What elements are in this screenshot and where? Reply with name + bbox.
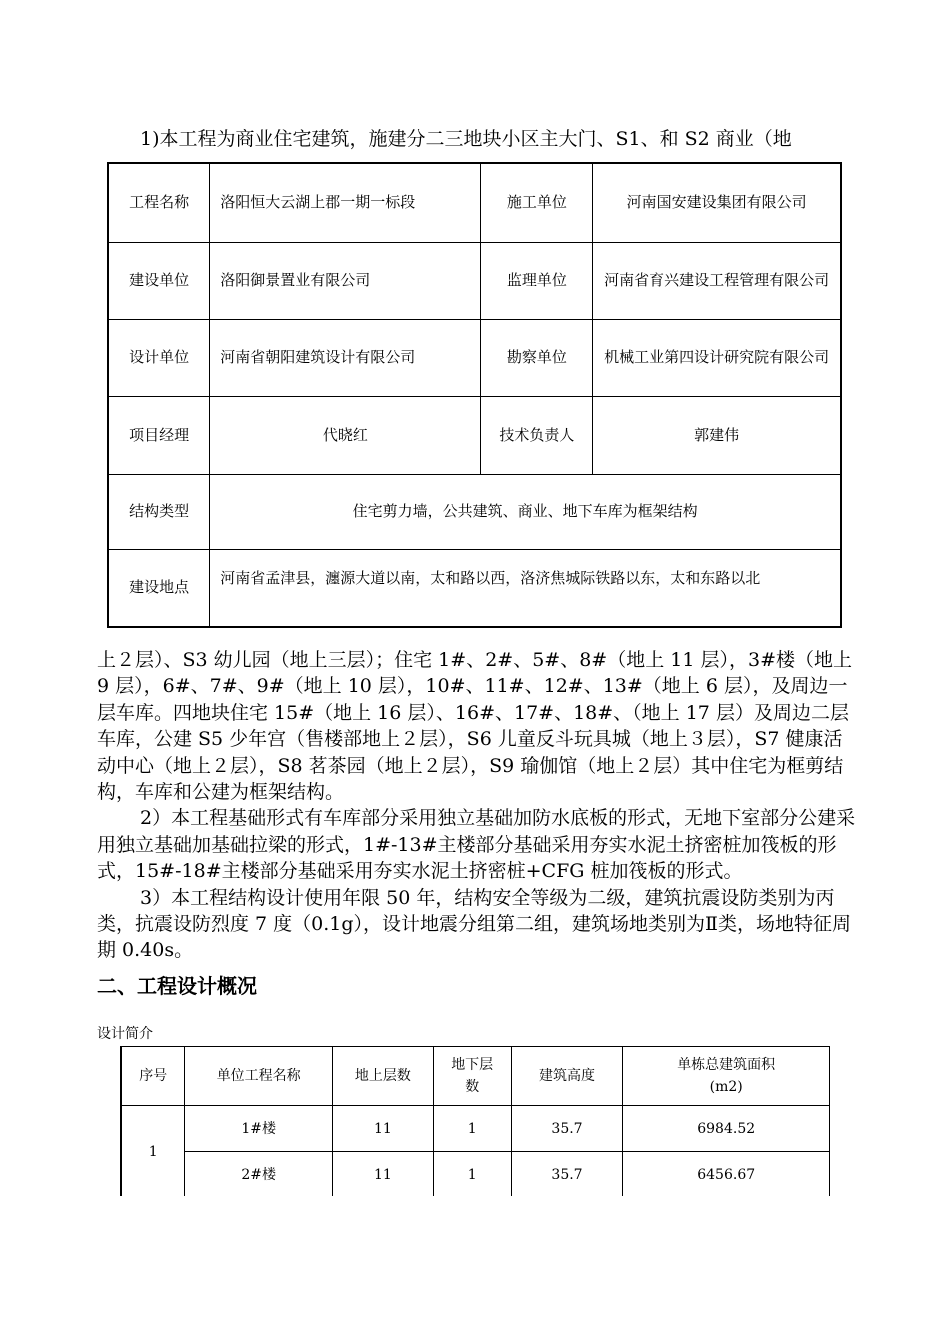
header-below-line2: 数: [465, 1079, 480, 1095]
info-label: 建设单位: [108, 242, 210, 319]
cell-height: 35.7: [511, 1152, 623, 1197]
cell-area: 6984.52: [623, 1106, 830, 1152]
header-index: 序号: [121, 1047, 185, 1106]
body-text: [97, 647, 857, 964]
info-label: 工程名称: [108, 163, 210, 242]
cell-name: 1#楼: [185, 1106, 333, 1152]
cell-below: 1: [433, 1152, 511, 1197]
header-area: [623, 1047, 830, 1106]
header-below: [433, 1047, 511, 1106]
header-area-line1: 单栋总建筑面积: [677, 1057, 776, 1073]
info-value: 河南省朝阳建筑设计有限公司: [210, 319, 481, 396]
info-label: 技术负责人: [481, 396, 593, 474]
paragraph-2: 2）本工程基础形式有车库部分采用独立基础加防水底板的形式，无地下室部分公建采用独立基础加基础拉梁的形式，1#-13#主楼部分基础采用夯实水泥土挤密桩加筏板的形式，15#-18#主楼部分基础采用夯实水泥土挤密桩+CFG 桩加筏板的形式。: [97, 807, 856, 883]
info-value: 郭建伟: [593, 396, 841, 474]
cell-area: 6456.67: [623, 1152, 830, 1197]
info-value: 洛阳御景置业有限公司: [210, 242, 481, 319]
intro-line: 1)本工程为商业住宅建筑，施建分二三地块小区主大门、S1、和 S2 商业（地: [140, 128, 792, 150]
header-below-line1: 地下层: [451, 1057, 494, 1073]
info-row: [108, 242, 841, 319]
structure-label: 结构类型: [108, 474, 210, 549]
info-value: 河南省育兴建设工程管理有限公司: [593, 242, 841, 319]
info-label: 勘察单位: [481, 319, 593, 396]
header-height: 建筑高度: [511, 1047, 623, 1106]
info-row: [108, 319, 841, 396]
row-group-index: 1: [121, 1106, 185, 1197]
info-row-structure: [108, 474, 841, 549]
info-value: 机械工业第四设计研究院有限公司: [593, 319, 841, 396]
table-row: [121, 1106, 830, 1152]
project-info-table: [107, 162, 842, 628]
header-name: 单位工程名称: [185, 1047, 333, 1106]
cell-name: 2#楼: [185, 1152, 333, 1197]
table-header-row: [121, 1047, 830, 1106]
info-value: 代晓红: [210, 396, 481, 474]
info-row: [108, 396, 841, 474]
info-label: 项目经理: [108, 396, 210, 474]
cell-below: 1: [433, 1106, 511, 1152]
cell-above: 11: [333, 1152, 434, 1197]
header-area-line2: (m2): [709, 1079, 743, 1095]
info-label: 施工单位: [481, 163, 593, 242]
location-value: 河南省孟津县，瀍源大道以南，太和路以西，洛济焦城际铁路以东，太和东路以北: [210, 549, 841, 627]
info-label: 监理单位: [481, 242, 593, 319]
info-row-location: [108, 549, 841, 627]
header-above: 地上层数: [333, 1047, 434, 1106]
cell-height: 35.7: [511, 1106, 623, 1152]
info-value: 河南国安建设集团有限公司: [593, 163, 841, 242]
paragraph-3: 3）本工程结构设计使用年限 50 年，结构安全等级为二级，建筑抗震设防类别为丙类，抗震设防烈度 7 度（0.1g），设计地震分组第二组，建筑场地类别为Ⅱ类，场地特征周期 0.40s。: [97, 886, 851, 962]
location-label: 建设地点: [108, 549, 210, 627]
info-value: 洛阳恒大云湖上郡一期一标段: [210, 163, 481, 242]
cell-above: 11: [333, 1106, 434, 1152]
info-label: 设计单位: [108, 319, 210, 396]
section-heading: 二、工程设计概况: [97, 974, 257, 998]
design-table: [120, 1046, 830, 1196]
design-table-wrapper: [120, 1046, 831, 1196]
table-caption: 设计简介: [97, 1026, 153, 1042]
info-row: [108, 163, 841, 242]
paragraph-1: 上２层）、S3 幼儿园（地上三层）；住宅 1#、2#、5#、8#（地上 11 层），3#楼（地上 9 层），6#、7#、9#（地上 10 层），10#、11#、12#、13#（地上 6 层），及周边一层车库。四地块住宅 15#（地上 16 层）、16#、17#、18#、（地上 17 层）及周边二层车库，公建 S5 少年宫（售楼部地上２层），S6 儿童反斗玩具城（地上３层），S7 健康活动中心（地上２层），S8 茗茶园（地上２层），S9 瑜伽馆（地上２层）其中住宅为框剪结构，车库和公建为框架结构。: [97, 649, 852, 804]
table-row: [121, 1152, 830, 1197]
structure-value: 住宅剪力墙，公共建筑、商业、地下车库为框架结构: [210, 474, 841, 549]
